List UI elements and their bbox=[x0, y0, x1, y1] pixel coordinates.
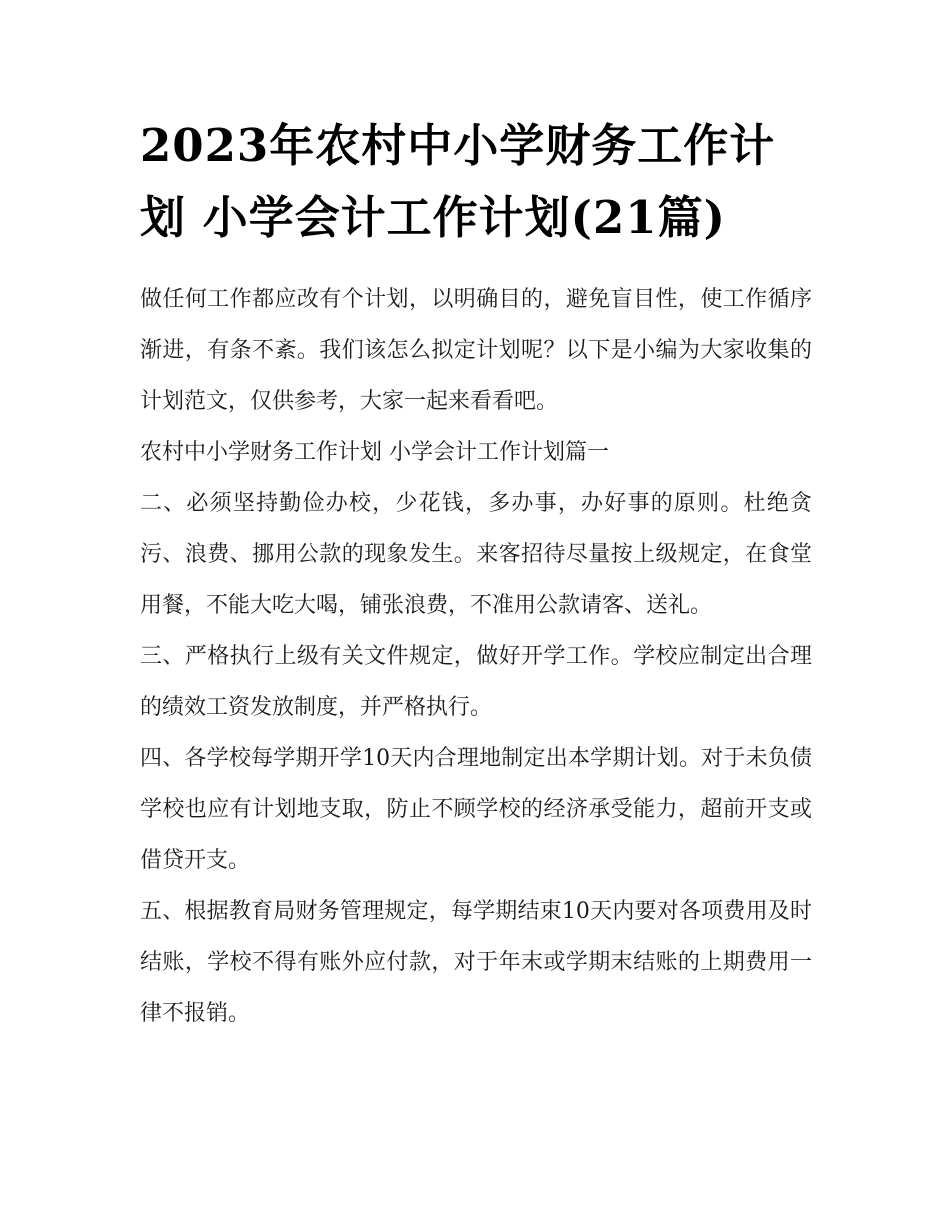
paragraph-item-2: 二、必须坚持勤俭办校，少花钱，多办事，办好事的原则。杜绝贪污、浪费、挪用公款的现象发生。来客招待尽量按上级规定，在食堂用餐，不能大吃大喝，铺张浪费，不准用公款请客、送礼。 bbox=[140, 491, 812, 618]
intro-paragraph: 做任何工作都应改有个计划，以明确目的，避免盲目性，使工作循序渐进，有条不紊。我们该怎么拟定计划呢？以下是小编为大家收集的计划范文，仅供参考，大家一起来看看吧。 bbox=[140, 287, 812, 414]
paragraph-item-5: 五、根据教育局财务管理规定，每学期结束10天内要对各项费用及时结账，学校不得有账外应付款，对于年末或学期末结账的上期费用一律不报销。 bbox=[140, 899, 812, 1026]
document-body bbox=[140, 110, 812, 1039]
paragraph-item-3: 三、严格执行上级有关文件规定，做好开学工作。学校应制定出合理的绩效工资发放制度，并严格执行。 bbox=[140, 644, 812, 720]
paragraph-item-4: 四、各学校每学期开学10天内合理地制定出本学期计划。对于未负债学校也应有计划地支取，防止不顾学校的经济承受能力，超前开支或借贷开支。 bbox=[140, 746, 812, 873]
section-heading: 农村中小学财务工作计划 小学会计工作计划篇一 bbox=[140, 440, 609, 465]
document-title: 2023年农村中小学财务工作计划 小学会计工作计划(21篇) bbox=[140, 119, 776, 244]
